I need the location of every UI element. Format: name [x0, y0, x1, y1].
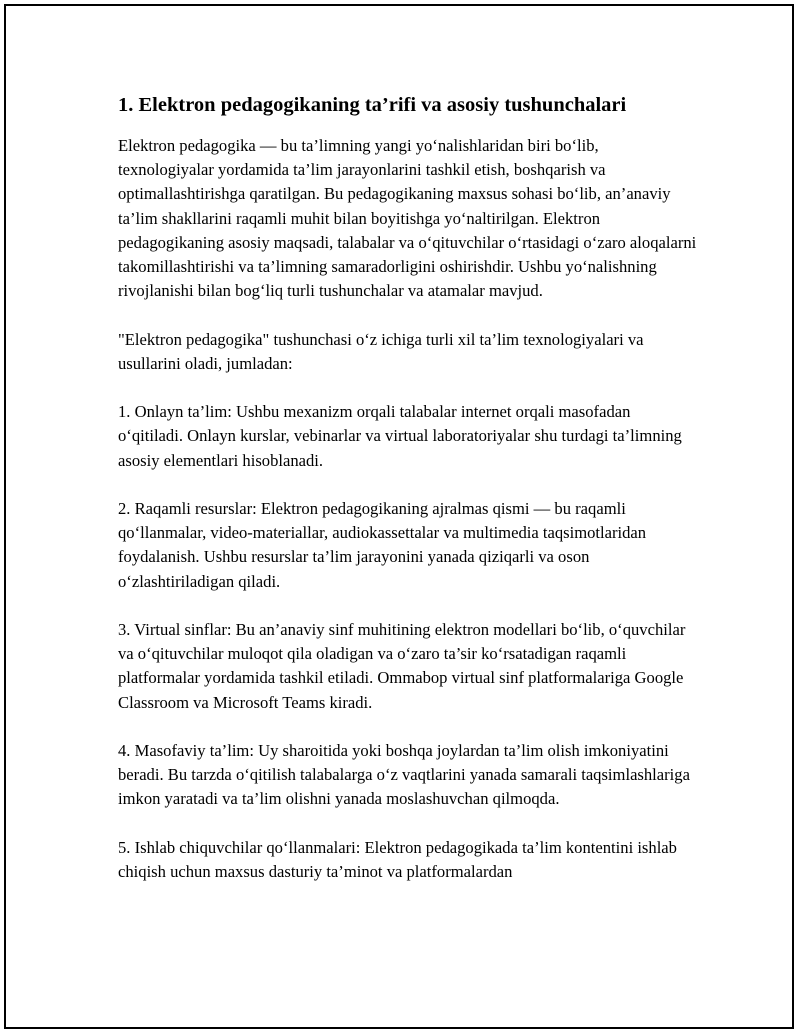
document-body	[118, 92, 698, 908]
paragraph-concept: "Elektron pedagogika" tushunchasi o‘z ichiga turli xil ta’lim texnologiyalari va usullarini oladi, jumladan:	[118, 329, 644, 373]
section-heading: 1. Elektron pedagogikaning ta’rifi va asosiy tushunchalari	[118, 94, 627, 116]
paragraph-developer-guides: 5. Ishlab chiquvchilar qo‘llanmalari: Elektron pedagogikada ta’lim kontentini ishlab chiqish uchun maxsus dasturiy ta’minot va platformalardan	[118, 837, 677, 881]
paragraph-digital-resources: 2. Raqamli resurslar: Elektron pedagogikaning ajralmas qismi — bu raqamli qo‘llanmalar, video-materiallar, audiokassettalar va multimedia taqsimotlaridan foydalanish. Ushbu resurslar ta’lim jarayonini yanada qiziqarli va oson o‘zlashtiriladigan qiladi.	[118, 499, 647, 591]
paragraph-virtual-classes: 3. Virtual sinflar: Bu an’anaviy sinf muhitining elektron modellari bo‘lib, o‘quvchilar va o‘qituvchilar muloqot qila oladigan va o‘zaro ta’sir ko‘rsatadigan raqamli platformalar yordamida tashkil etiladi. Ommabop virtual sinf platformalariga Google Classroom va Microsoft Teams kiradi.	[118, 620, 686, 712]
paragraph-distance-learning: 4. Masofaviy ta’lim: Uy sharoitida yoki boshqa joylardan ta’lim olish imkoniyatini beradi. Bu tarzda o‘qitilish talabalarga o‘z vaqtlarini yanada samarali taqsimlashlariga imkon yaratadi va ta’lim olishni yanada moslashuvchan qilmoqda.	[118, 741, 690, 809]
paragraph-intro: Elektron pedagogika — bu ta’limning yangi yo‘nalishlaridan biri bo‘lib, texnologiyalar yordamida ta’lim jarayonlarini tashkil etish, boshqarish va optimallashtirishga qaratilgan. Bu pedagogikaning maxsus sohasi bo‘lib, an’anaviy ta’lim shakllarini raqamli muhit bilan boyitishga yo‘naltirilgan. Elektron pedagogikaning asosiy maqsadi, talabalar va o‘qituvchilar o‘rtasidagi o‘zaro aloqalarni takomillashtirishi va ta’limning samaradorligini oshirishdir. Ushbu yo‘nalishning rivojlanishi bilan bog‘liq turli tushunchalar va atamalar mavjud.	[118, 136, 697, 301]
paragraph-online-learning: 1. Onlayn ta’lim: Ushbu mexanizm orqali talabalar internet orqali masofadan o‘qitiladi. Onlayn kurslar, vebinarlar va virtual laboratoriyalar shu turdagi ta’limning asosiy elementlari hisoblanadi.	[118, 402, 682, 470]
